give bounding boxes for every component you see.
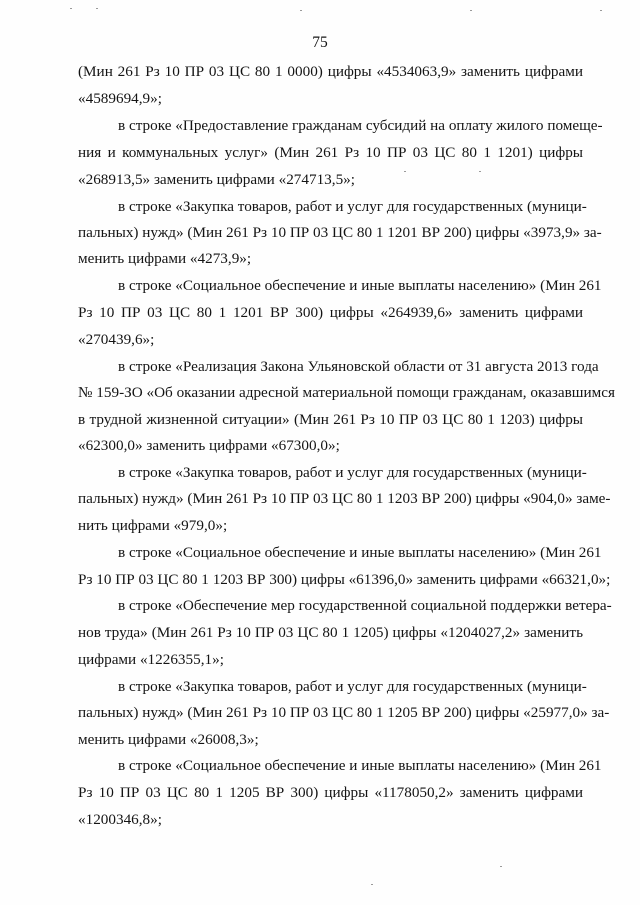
scan-speck <box>96 8 98 9</box>
text-line: в строке «Обеспечение мер государственной социальной поддержки ветера- <box>118 597 612 614</box>
text-line: цифрами «1226355,1»; <box>78 651 224 668</box>
scan-speck <box>70 8 72 9</box>
text-line: «4589694,9»; <box>78 90 162 107</box>
text-line: нить цифрами «979,0»; <box>78 517 228 534</box>
text-line: «270439,6»; <box>78 331 155 348</box>
text-line: «1200346,8»; <box>78 811 162 828</box>
text-line: пальных) нужд» (Мин 261 Рз 10 ПР 03 ЦС 80 1 1205 ВР 200) цифры «25977,0» за- <box>78 704 610 721</box>
text-line: в строке «Предоставление гражданам субсидий на оплату жилого помеще- <box>118 117 603 134</box>
text-line: ния и коммунальных услуг» (Мин 261 Рз 10 ПР 03 ЦС 80 1 1201) цифры <box>78 144 583 161</box>
text-line: в строке «Закупка товаров, работ и услуг для государственных (муници- <box>118 198 587 215</box>
text-line: нов труда» (Мин 261 Рз 10 ПР 03 ЦС 80 1 1205) цифры «1204027,2» заменить <box>78 624 583 641</box>
text-line: пальных) нужд» (Мин 261 Рз 10 ПР 03 ЦС 80 1 1203 ВР 200) цифры «904,0» заме- <box>78 490 611 507</box>
text-line: Рз 10 ПР 03 ЦС 80 1 1203 ВР 300) цифры «61396,0» заменить цифрами «66321,0»; <box>78 571 611 588</box>
text-line: в строке «Реализация Закона Ульяновской области от 31 августа 2013 года <box>118 358 599 375</box>
text-line: Рз 10 ПР 03 ЦС 80 1 1201 ВР 300) цифры «264939,6» заменить цифрами <box>78 304 583 321</box>
scan-speck <box>479 171 481 172</box>
page-number: 75 <box>312 34 328 51</box>
scan-speck <box>404 171 406 172</box>
scan-speck <box>470 10 472 11</box>
text-line: «62300,0» заменить цифрами «67300,0»; <box>78 437 340 454</box>
scan-speck <box>500 866 502 867</box>
scan-speck <box>300 10 302 11</box>
text-line: № 159-ЗО «Об оказании адресной материальной помощи гражданам, оказавшимся <box>78 384 615 401</box>
text-line: пальных) нужд» (Мин 261 Рз 10 ПР 03 ЦС 80 1 1201 ВР 200) цифры «3973,9» за- <box>78 224 602 241</box>
text-line: Рз 10 ПР 03 ЦС 80 1 1205 ВР 300) цифры «1178050,2» заменить цифрами <box>78 784 583 801</box>
text-line: в трудной жизненной ситуации» (Мин 261 Рз 10 ПР 03 ЦС 80 1 1203) цифры <box>78 411 583 428</box>
scan-speck <box>371 884 373 885</box>
text-line: в строке «Социальное обеспечение и иные выплаты населению» (Мин 261 <box>118 757 602 774</box>
text-line: менить цифрами «4273,9»; <box>78 250 252 267</box>
text-line: (Мин 261 Рз 10 ПР 03 ЦС 80 1 0000) цифры «4534063,9» заменить цифрами <box>78 63 583 80</box>
text-line: «268913,5» заменить цифрами «274713,5»; <box>78 171 355 188</box>
text-line: в строке «Закупка товаров, работ и услуг для государственных (муници- <box>118 678 587 695</box>
text-line: в строке «Закупка товаров, работ и услуг для государственных (муници- <box>118 464 587 481</box>
text-line: в строке «Социальное обеспечение и иные выплаты населению» (Мин 261 <box>118 277 602 294</box>
scan-speck <box>600 10 602 11</box>
text-line: в строке «Социальное обеспечение и иные выплаты населению» (Мин 261 <box>118 544 602 561</box>
text-line: менить цифрами «26008,3»; <box>78 731 259 748</box>
